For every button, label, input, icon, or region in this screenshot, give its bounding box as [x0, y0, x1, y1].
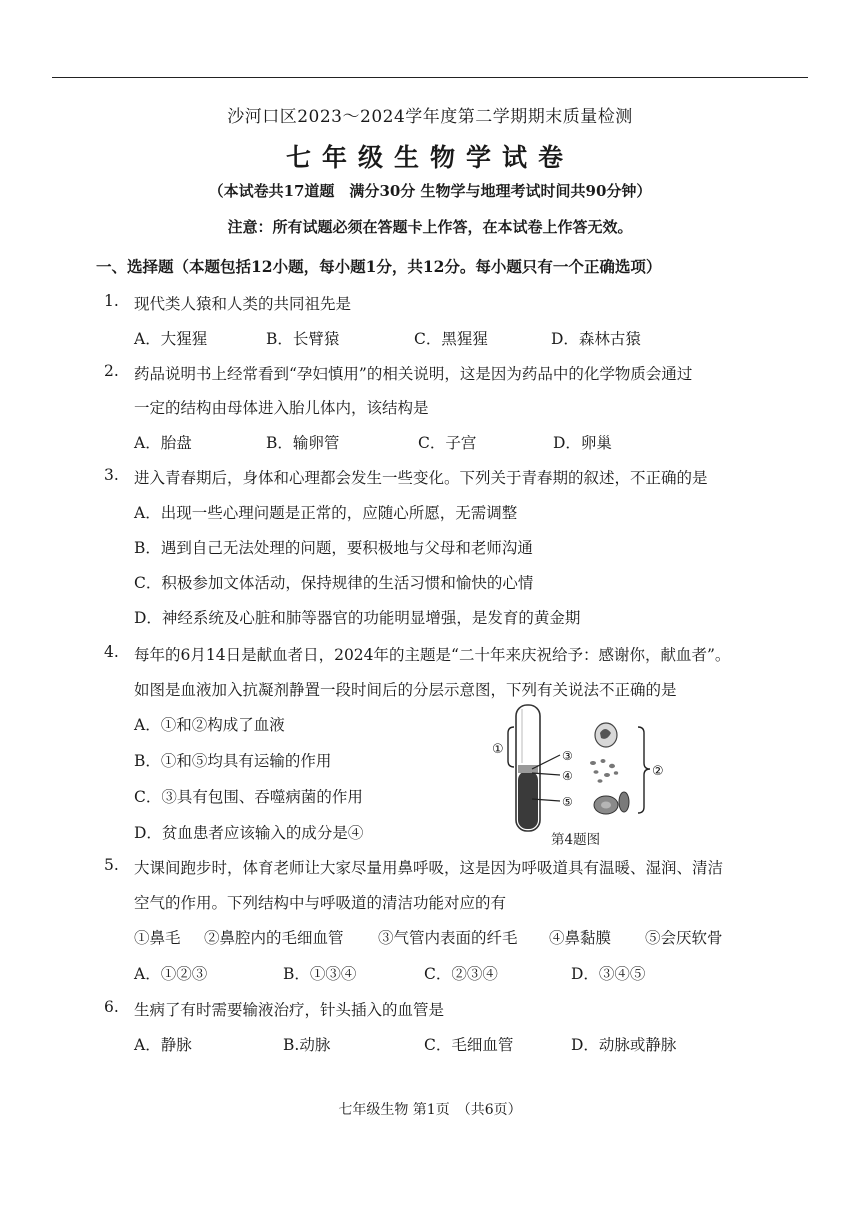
question-5-text-line-1: 大课间跑步时，体育老师让大家尽量用鼻呼吸，这是因为呼吸道具有温暖、湿润、清洁: [134, 859, 724, 877]
question-5-option-d: D．③④⑤: [571, 965, 646, 983]
question-5-text-line-2: 空气的作用。下列结构中与呼吸道的清洁功能对应的有: [134, 894, 507, 912]
exam-info: （本试卷共17道题 满分30分 生物学与地理考试时间共90分钟）: [208, 182, 652, 200]
question-4-option-c: C．③具有包围、吞噬病菌的作用: [134, 788, 363, 806]
question-3-option-a: A．出现一些心理问题是正常的，应随心所愿，无需调整: [134, 504, 518, 522]
question-2-option-c: C．子宫: [418, 434, 477, 452]
platelets: [590, 759, 618, 783]
bracket-plasma: [508, 727, 514, 767]
question-4-text-line-1: 每年的6月14日是献血者日，2024年的主题是“二十年来庆祝给予：感谢你，献血者”。: [134, 646, 731, 664]
question-2-text-line-2: 一定的结构由母体进入胎儿体内，该结构是: [134, 399, 429, 417]
label-4: ④: [562, 769, 573, 783]
question-1-option-b: B．长臂猿: [266, 330, 340, 348]
question-1-option-d: D．森林古猿: [551, 330, 641, 348]
question-2-option-a: A．胎盘: [134, 434, 192, 452]
question-5-option-c: C．②③④: [424, 965, 498, 983]
question-1-text: 现代类人猿和人类的共同祖先是: [134, 295, 352, 313]
blood-layers-figure: [488, 703, 688, 848]
top-rule: [52, 77, 808, 78]
question-4-option-d: D．贫血患者应该输入的成分是④: [134, 824, 364, 842]
label-2: ②: [652, 764, 664, 779]
question-1-option-a: A．大猩猩: [134, 330, 208, 348]
question-6-text: 生病了有时需要输液治疗，针头插入的血管是: [134, 1001, 445, 1019]
question-6-option-b: B.动脉: [283, 1036, 331, 1054]
exam-notice: 注意：所有试题必须在答题卡上作答，在本试卷上作答无效。: [227, 218, 633, 236]
question-1-option-c: C．黑猩猩: [414, 330, 488, 348]
question-4-text-line-2: 如图是血液加入抗凝剂静置一段时间后的分层示意图，下列有关说法不正确的是: [134, 681, 677, 699]
question-1-number: 1.: [104, 292, 119, 310]
white-blood-cell: [595, 723, 617, 747]
question-5-number: 5.: [104, 856, 119, 874]
question-2-option-d: D．卵巢: [553, 434, 612, 452]
question-6-number: 6.: [104, 998, 119, 1016]
question-4-option-a: A．①和②构成了血液: [134, 716, 285, 734]
test-tube: [516, 705, 540, 831]
question-5-option-b: B．①③④: [283, 965, 357, 983]
question-4-number: 4.: [104, 643, 119, 661]
question-5-item-3: ③气管内表面的纤毛: [378, 929, 518, 947]
question-2-option-b: B．输卵管: [266, 434, 340, 452]
question-4-option-b: B．①和⑤均具有运输的作用: [134, 752, 332, 770]
question-5-item-1: ①鼻毛: [134, 929, 181, 947]
label-3: ③: [562, 749, 573, 763]
section-heading: 一、选择题（本题包括12小题，每小题1分，共12分。每小题只有一个正确选项）: [96, 257, 662, 276]
question-5-option-a: A．①②③: [134, 965, 208, 983]
question-6-option-a: A．静脉: [134, 1036, 192, 1054]
question-5-item-2: ②鼻腔内的毛细血管: [204, 929, 344, 947]
page-footer: 七年级生物 第1页 （共6页）: [338, 1102, 522, 1118]
question-3-option-b: B．遇到自己无法处理的问题，要积极地与父母和老师沟通: [134, 539, 533, 557]
page-title: 七年级生物学试卷: [285, 143, 574, 172]
question-2-text-line-1: 药品说明书上经常看到“孕妇慎用”的相关说明，这是因为药品中的化学物质会通过: [134, 365, 693, 383]
question-3-number: 3.: [104, 466, 119, 484]
question-3-option-d: D．神经系统及心脏和肺等器官的功能明显增强，是发育的黄金期: [134, 609, 581, 627]
figure-caption: 第4题图: [551, 832, 601, 848]
question-5-item-4: ④鼻黏膜: [549, 929, 612, 947]
red-blood-cells: [594, 792, 629, 814]
question-6-option-d: D．动脉或静脉: [571, 1036, 677, 1054]
exam-district-line: 沙河口区2023～2024学年度第二学期期末质量检测: [227, 107, 633, 127]
bracket-blood-cells: [638, 727, 650, 813]
label-5: ⑤: [562, 795, 573, 809]
question-3-text: 进入青春期后，身体和心理都会发生一些变化。下列关于青春期的叙述，不正确的是: [134, 469, 708, 487]
label-1: ①: [492, 742, 504, 757]
question-2-number: 2.: [104, 362, 119, 380]
question-5-item-5: ⑤会厌软骨: [645, 929, 723, 947]
question-6-option-c: C．毛细血管: [424, 1036, 514, 1054]
question-3-option-c: C．积极参加文体活动，保持规律的生活习惯和愉快的心情: [134, 574, 534, 592]
